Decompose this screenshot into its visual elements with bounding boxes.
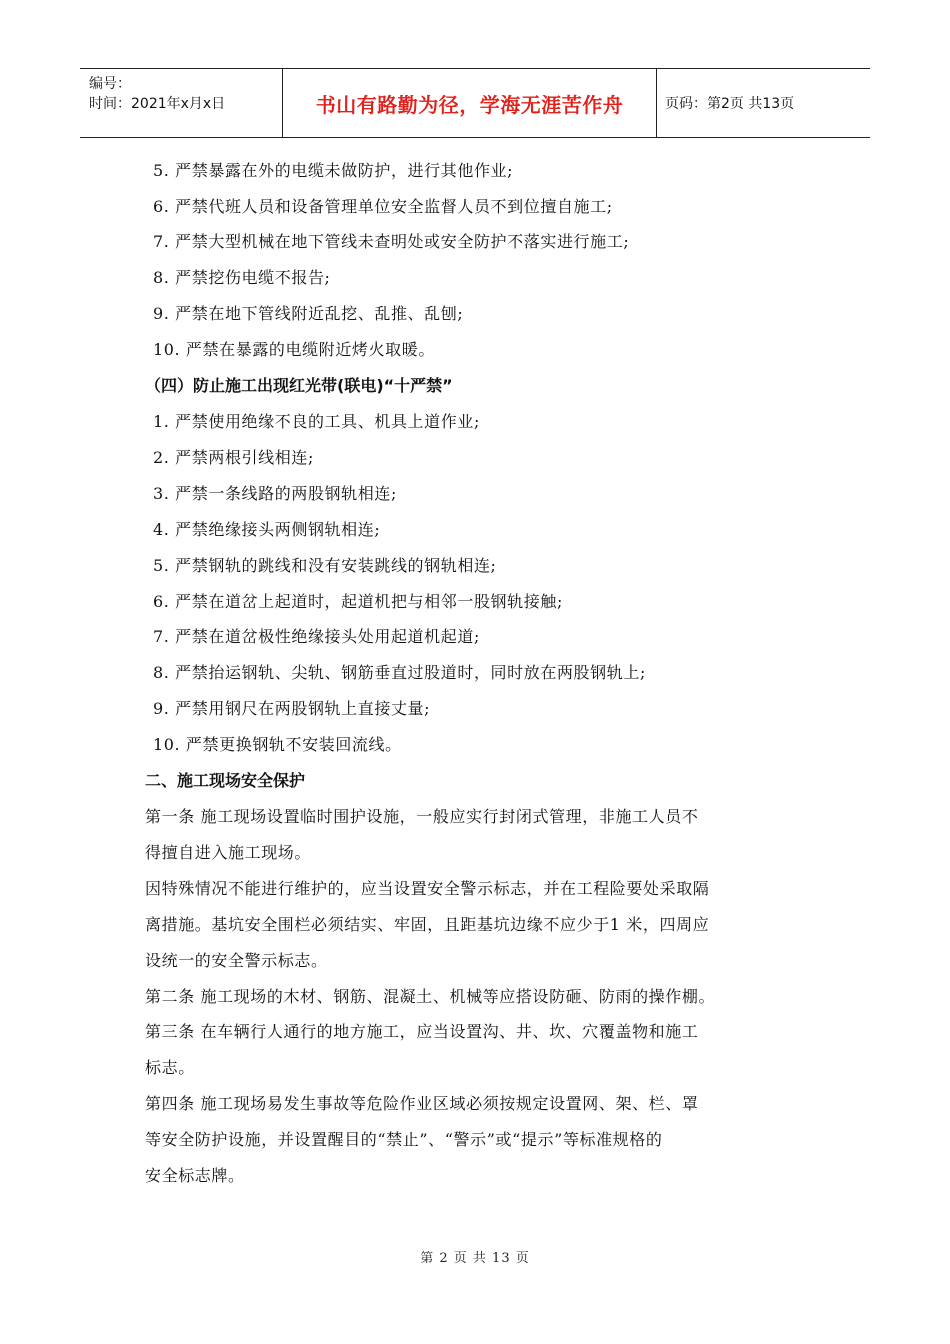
page-header (80, 68, 870, 138)
page-footer: 第 2 页 共 13 页 (420, 1251, 530, 1266)
list-item: 10. 严禁在暴露的电缆附近烤火取暖。 (153, 340, 435, 359)
header-motto: 书山有路勤为径，学海无涯苦作舟 (315, 92, 624, 117)
list-item: 6. 严禁代班人员和设备管理单位安全监督人员不到位擅自施工; (153, 197, 613, 216)
list-item: 6. 严禁在道岔上起道时，起道机把与相邻一股钢轨接触; (153, 592, 563, 611)
paragraph-line: 设统一的安全警示标志。 (145, 951, 328, 970)
list-item: 8. 严禁抬运钢轨、尖轨、钢筋垂直过股道时，同时放在两股钢轨上; (153, 663, 646, 682)
list-item: 5. 严禁暴露在外的电缆未做防护，进行其他作业; (153, 161, 514, 180)
header-motto-cell (283, 69, 657, 137)
list-item: 5. 严禁钢轨的跳线和没有安装跳线的钢轨相连; (153, 556, 497, 575)
list-item: 1. 严禁使用绝缘不良的工具、机具上道作业; (153, 412, 480, 431)
paragraph-line: 标志。 (145, 1058, 195, 1077)
list-item: 8. 严禁挖伤电缆不报告; (153, 268, 331, 287)
paragraph-line: 第二条 施工现场的木材、钢筋、混凝土、机械等应搭设防砸、防雨的操作棚。 (145, 987, 716, 1006)
paragraph-line: 安全标志牌。 (145, 1166, 245, 1185)
paragraph-line: 因特殊情况不能进行维护的，应当设置安全警示标志，并在工程险要处采取隔 (145, 879, 710, 898)
list-item: 9. 严禁用钢尺在两股钢轨上直接丈量; (153, 699, 431, 718)
document-number-label: 编号： (89, 76, 131, 92)
list-item: 9. 严禁在地下管线附近乱挖、乱推、乱刨; (153, 304, 464, 323)
list-item: 4. 严禁绝缘接头两侧钢轨相连; (153, 520, 381, 539)
paragraph-line: 得擅自进入施工现场。 (145, 843, 312, 862)
paragraph-line: 第三条 在车辆行人通行的地方施工，应当设置沟、井、坎、穴覆盖物和施工 (145, 1022, 699, 1041)
paragraph-line: 离措施。基坑安全围栏必须结实、牢固，且距基坑边缘不应少于1 米，四周应 (145, 915, 710, 934)
header-page-cell (657, 69, 870, 137)
document-date-label: 时间：2021年x月x日 (89, 96, 226, 112)
paragraph-line: 第一条 施工现场设置临时围护设施，一般应实行封闭式管理，非施工人员不 (145, 807, 699, 826)
header-info-cell (80, 69, 283, 137)
list-item: 3. 严禁一条线路的两股钢轨相连; (153, 484, 397, 503)
section-heading: 二、施工现场安全保护 (145, 771, 306, 790)
header-page-number: 页码：第2页 共13页 (665, 96, 795, 112)
list-item: 2. 严禁两根引线相连; (153, 448, 314, 467)
paragraph-line: 等安全防护设施，并设置醒目的“禁止”、“警示”或“提示”等标准规格的 (145, 1130, 663, 1149)
list-item: 10. 严禁更换钢轨不安装回流线。 (153, 735, 402, 754)
list-item: 7. 严禁在道岔极性绝缘接头处用起道机起道; (153, 627, 480, 646)
list-item: 7. 严禁大型机械在地下管线未查明处或安全防护不落实进行施工; (153, 232, 630, 251)
paragraph-line: 第四条 施工现场易发生事故等危险作业区域必须按规定设置网、架、栏、罩 (145, 1094, 699, 1113)
section-heading: （四）防止施工出现红光带(联电)“十严禁” (145, 376, 453, 395)
